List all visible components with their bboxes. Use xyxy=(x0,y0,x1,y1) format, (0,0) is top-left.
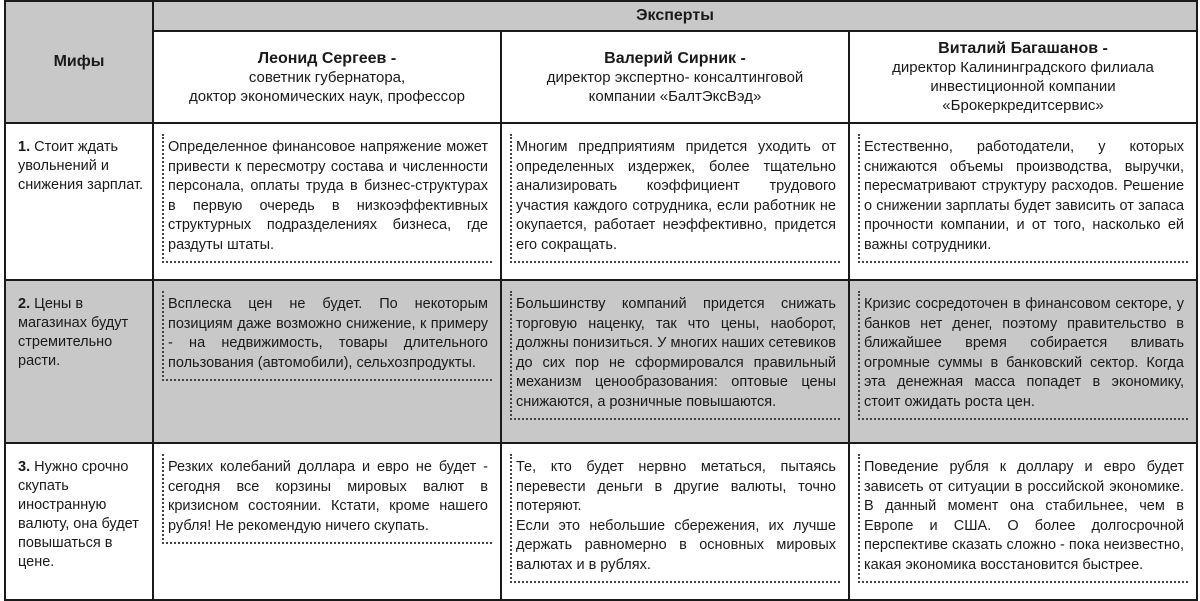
answer-text: Те, кто будет нервно метаться, пытаясь перевести деньги в другие валюты, точно потеряют. Если это небольшие сбережения, их лучше держать равномерно в основных мировых валютах и в рублях. xyxy=(510,454,840,583)
answer-text: Резких колебаний доллара и евро не будет - сегодня все корзины мировых валют в кризисном состоянии. Кстати, кроме нашего рубля! Не рекомендую ничего скупать. xyxy=(162,454,492,544)
answer-cell xyxy=(153,443,501,600)
answer-text: Всплеска цен не будет. По некоторым позициям даже возможно снижение, к примеру - на недвижимость, товары длительного пользования (автомобили), сельхозпродукты. xyxy=(162,291,492,381)
myth-cell xyxy=(5,123,153,280)
expert-title-line: директор Калининградского филиала xyxy=(892,59,1154,76)
answer-text: Естественно, работодатели, у которых снижаются объемы производства, выручки, пересматривают структуру расходов. Решение о снижении зарплаты будет зависить от запаса прочности компании, и от того, насколько ей важны сотрудники. xyxy=(858,134,1188,263)
header-row-experts xyxy=(5,1,1197,31)
expert-title-line: инвестиционной компании xyxy=(930,78,1116,95)
answer-cell xyxy=(501,123,849,280)
answer-cell xyxy=(501,443,849,600)
myths-header xyxy=(5,1,153,123)
expert-title-line: компании «БалтЭксВэд» xyxy=(588,87,762,105)
answer-text: Определенное финансовое напряжение может привести к пересмотру состава и численности персонала, оплаты труда в бизнес-структурах в первую очередь в низкоэффективных структурных подразделениях бизнеса, где раздуты штаты. xyxy=(162,134,492,263)
expert-title-line: «Брокеркредитсервис» xyxy=(942,97,1104,114)
expert-header-bagashanov xyxy=(849,31,1197,123)
myth-number: 2. xyxy=(18,296,31,312)
myths-experts-table-wrapper xyxy=(4,0,1196,573)
myth-cell xyxy=(5,280,153,443)
myth-number: 3. xyxy=(18,459,31,475)
expert-header-sergeev xyxy=(153,31,501,123)
expert-header-sirnik xyxy=(501,31,849,123)
table-row xyxy=(5,123,1197,280)
myth-text: Стоит ждать увольнений и снижения зарплат. xyxy=(18,139,144,193)
expert-title-line: советник губернатора, xyxy=(248,68,406,86)
myth-text: Цены в магазинах будут стремительно расти. xyxy=(18,296,129,369)
myths-experts-table xyxy=(4,0,1198,601)
myth-cell xyxy=(5,443,153,600)
answer-cell xyxy=(153,280,501,443)
answer-text: Многим предприятиям придется уходить от определенных издержек, более тщательно анализировать коэффициент трудового участия каждого сотрудника, если работник не окупается, работает неэффективно, придется его сокращать. xyxy=(510,134,840,263)
myth-text: Нужно срочно скупать иностранную валюту, она будет повышаться в цене. xyxy=(18,459,139,570)
myth-number: 1. xyxy=(18,139,31,155)
answer-cell xyxy=(849,443,1197,600)
myths-header-label: Мифы xyxy=(53,53,105,70)
header-row-expert-names xyxy=(5,31,1197,123)
answer-cell xyxy=(153,123,501,280)
expert-name: Леонид Сергеев - xyxy=(257,49,397,67)
table-row xyxy=(5,443,1197,600)
answer-cell xyxy=(849,123,1197,280)
answer-text: Большинству компаний придется снижать торговую наценку, так что цены, наоборот, должны понизиться. У многих наших сетевиков до сих пор не сформировался правильный механизм ценообразования: оптовые цены снижаются, а розничные повышаются. xyxy=(510,291,840,420)
table-row xyxy=(5,280,1197,443)
expert-title-line: доктор экономических наук, профессор xyxy=(189,87,465,105)
experts-header-label: Эксперты xyxy=(636,7,714,24)
expert-name: Виталий Багашанов - xyxy=(938,40,1108,57)
experts-header xyxy=(153,1,1197,31)
answer-cell xyxy=(501,280,849,443)
answer-text: Кризис сосредоточен в финансовом секторе, у банков нет денег, поэтому правительство в ближайшее время собирается вливать огромные суммы в банковский сектор. Когда эта денежная масса попадет в экономику, стоит ожидать роста цен. xyxy=(858,291,1188,420)
expert-name: Валерий Сирник - xyxy=(604,49,746,67)
expert-title-line: директор экспертно- консалтинговой xyxy=(546,68,804,86)
answer-cell xyxy=(849,280,1197,443)
answer-text: Поведение рубля к доллару и евро будет зависеть от ситуации в российской экономике. В данный момент она стабильнее, чем в Европе и США. О более долгосрочной перспективе сказать сложно - пока неизвестно, какая экономика восстановится быстрее. xyxy=(858,454,1188,583)
